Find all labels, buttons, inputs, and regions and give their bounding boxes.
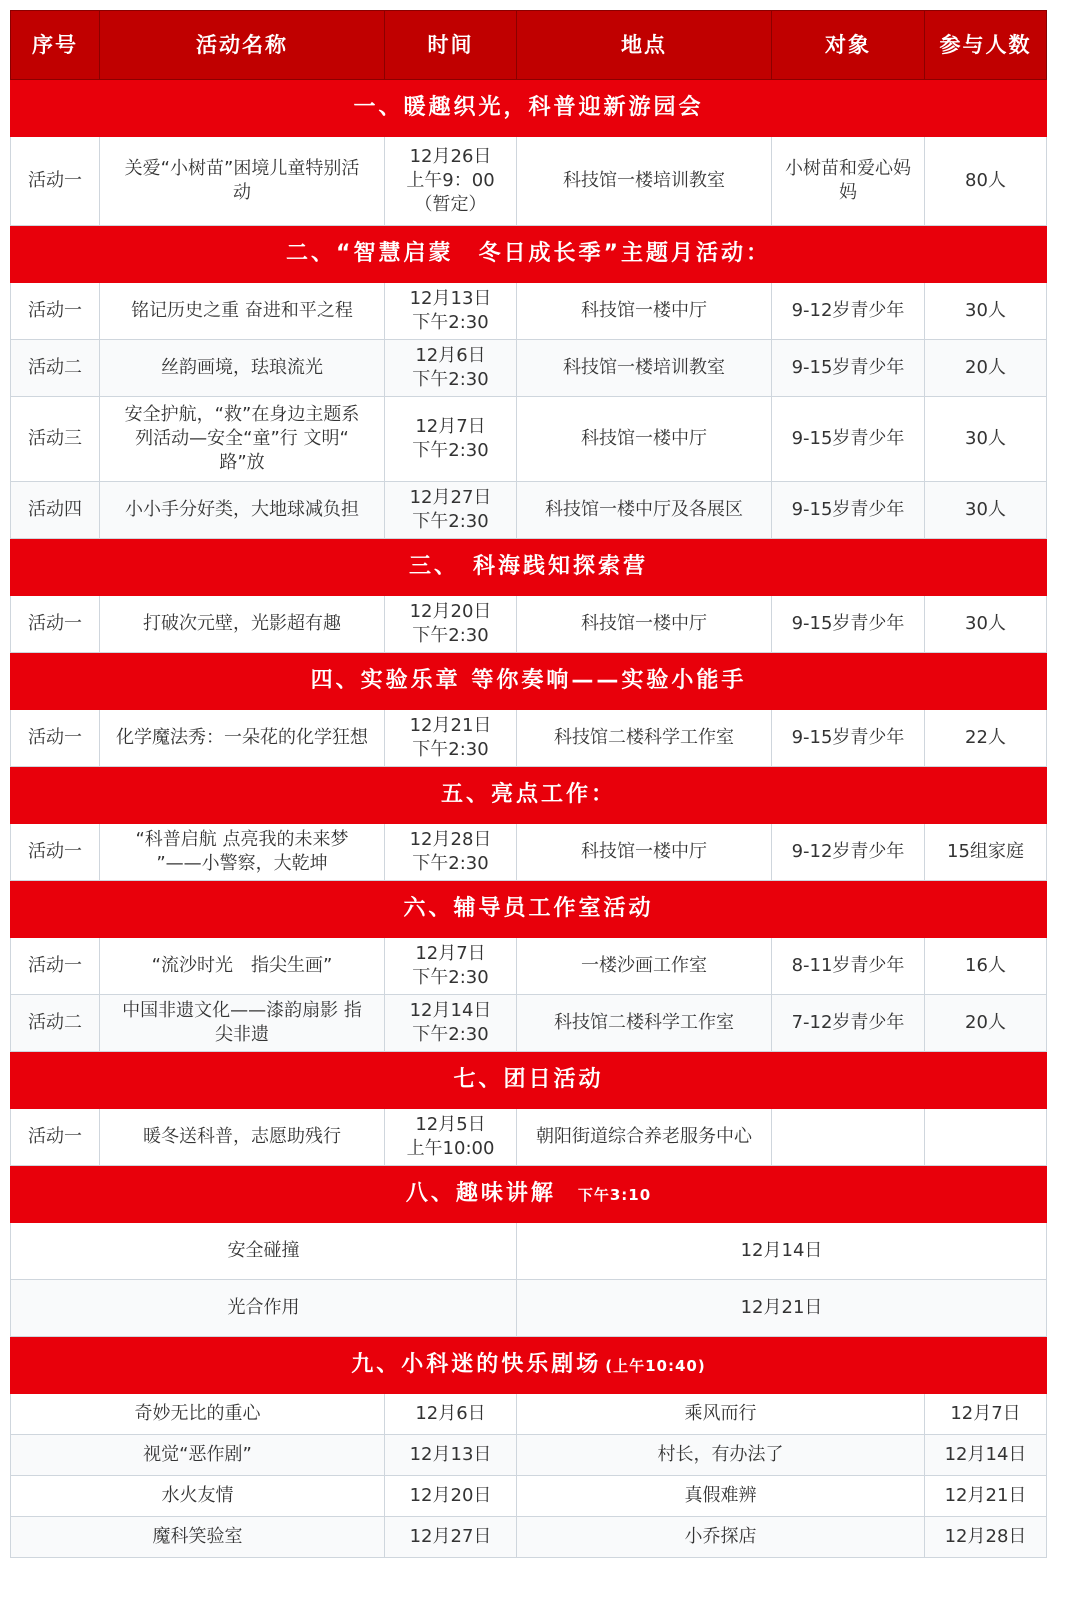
cell-target: 小树苗和爱心妈 妈 (772, 137, 925, 226)
cell-target (772, 1109, 925, 1166)
section-8-note: 下午3:10 (577, 1185, 652, 1204)
cell-time: 12月27日 下午2:30 (385, 482, 517, 539)
header-place: 地点 (517, 11, 772, 80)
cell-target: 9-15岁青少年 (772, 710, 925, 767)
cell-target: 9-12岁青少年 (772, 824, 925, 881)
cell-time: 12月6日 下午2:30 (385, 340, 517, 397)
cell-show-a: 水火友情 (11, 1476, 385, 1517)
table-row (11, 995, 1047, 1052)
cell-date-b: 12月14日 (925, 1435, 1047, 1476)
cell-no: 活动一 (11, 710, 100, 767)
section-9-row (11, 1337, 1047, 1394)
cell-date-a: 12月13日 (385, 1435, 517, 1476)
section-9-title: 九、小科迷的快乐剧场 (351, 1351, 602, 1377)
cell-date: 12月14日 (517, 1223, 1047, 1280)
section-3-row (11, 539, 1047, 596)
cell-no: 活动三 (11, 397, 100, 482)
table-row (11, 824, 1047, 881)
cell-target: 9-15岁青少年 (772, 596, 925, 653)
section-5-row (11, 767, 1047, 824)
section-5-title: 五、亮点工作： (11, 767, 1047, 824)
table-row (11, 1223, 1047, 1280)
cell-count: 20人 (925, 995, 1047, 1052)
section-1-title: 一、暖趣织光，科普迎新游园会 (11, 80, 1047, 137)
cell-name: 丝韵画境，珐琅流光 (100, 340, 385, 397)
cell-time: 12月20日 下午2:30 (385, 596, 517, 653)
section-4-title: 四、实验乐章 等你奏响——实验小能手 (11, 653, 1047, 710)
section-8-title-cell (11, 1166, 1047, 1223)
cell-date-a: 12月20日 (385, 1476, 517, 1517)
cell-date-b: 12月28日 (925, 1517, 1047, 1558)
table-row (11, 340, 1047, 397)
cell-no: 活动一 (11, 283, 100, 340)
table-row (11, 283, 1047, 340)
section-6-title: 六、辅导员工作室活动 (11, 881, 1047, 938)
cell-time: 12月7日 下午2:30 (385, 938, 517, 995)
cell-time: 12月13日 下午2:30 (385, 283, 517, 340)
cell-date-b: 12月7日 (925, 1394, 1047, 1435)
section-9-title-cell (11, 1337, 1047, 1394)
cell-date-a: 12月27日 (385, 1517, 517, 1558)
cell-no: 活动一 (11, 137, 100, 226)
cell-no: 活动一 (11, 596, 100, 653)
table-row (11, 397, 1047, 482)
cell-target: 7-12岁青少年 (772, 995, 925, 1052)
cell-count: 30人 (925, 397, 1047, 482)
cell-date-b: 12月21日 (925, 1476, 1047, 1517)
cell-count: 20人 (925, 340, 1047, 397)
cell-place: 科技馆二楼科学工作室 (517, 710, 772, 767)
section-2-title: 二、“智慧启蒙 冬日成长季”主题月活动： (11, 226, 1047, 283)
cell-name: 暖冬送科普，志愿助残行 (100, 1109, 385, 1166)
cell-place: 科技馆一楼培训教室 (517, 340, 772, 397)
cell-count: 15组家庭 (925, 824, 1047, 881)
cell-place: 科技馆一楼中厅 (517, 596, 772, 653)
schedule-table (10, 10, 1047, 1558)
cell-show-b: 小乔探店 (517, 1517, 925, 1558)
cell-name: “流沙时光 指尖生画” (100, 938, 385, 995)
cell-target: 9-15岁青少年 (772, 482, 925, 539)
table-row (11, 938, 1047, 995)
cell-no: 活动一 (11, 1109, 100, 1166)
section-3-title: 三、 科海践知探索营 (11, 539, 1047, 596)
cell-count: 16人 (925, 938, 1047, 995)
header-activity-name: 活动名称 (100, 11, 385, 80)
cell-name: 安全护航，“救”在身边主题系 列活动—安全“童”行 文明“ 路”放 (100, 397, 385, 482)
section-8-title: 八、趣味讲解 (405, 1180, 556, 1206)
table-row (11, 1435, 1047, 1476)
table-row (11, 1517, 1047, 1558)
cell-time: 12月28日 下午2:30 (385, 824, 517, 881)
cell-count: 30人 (925, 482, 1047, 539)
cell-place: 科技馆一楼中厅 (517, 824, 772, 881)
cell-date: 12月21日 (517, 1280, 1047, 1337)
table-row (11, 1394, 1047, 1435)
header-time: 时间 (385, 11, 517, 80)
cell-time: 12月5日 上午10:00 (385, 1109, 517, 1166)
cell-count: 30人 (925, 283, 1047, 340)
cell-time: 12月21日 下午2:30 (385, 710, 517, 767)
section-4-row (11, 653, 1047, 710)
cell-place: 科技馆一楼培训教室 (517, 137, 772, 226)
section-7-row (11, 1052, 1047, 1109)
cell-place: 科技馆一楼中厅及各展区 (517, 482, 772, 539)
cell-name: 化学魔法秀：一朵花的化学狂想 (100, 710, 385, 767)
cell-no: 活动四 (11, 482, 100, 539)
cell-name: 铭记历史之重 奋进和平之程 (100, 283, 385, 340)
cell-no: 活动二 (11, 995, 100, 1052)
cell-date-a: 12月6日 (385, 1394, 517, 1435)
cell-target: 8-11岁青少年 (772, 938, 925, 995)
cell-show-b: 真假难辨 (517, 1476, 925, 1517)
cell-place: 科技馆一楼中厅 (517, 283, 772, 340)
cell-target: 9-15岁青少年 (772, 397, 925, 482)
table-row (11, 596, 1047, 653)
cell-place: 科技馆一楼中厅 (517, 397, 772, 482)
cell-time: 12月26日 上午9：00 （暂定） (385, 137, 517, 226)
cell-name: “科普启航 点亮我的未来梦 ”——小警察，大乾坤 (100, 824, 385, 881)
cell-place: 一楼沙画工作室 (517, 938, 772, 995)
cell-name: 打破次元壁，光影超有趣 (100, 596, 385, 653)
cell-show-a: 魔科笑验室 (11, 1517, 385, 1558)
activity-schedule (10, 10, 1046, 1558)
cell-no: 活动一 (11, 938, 100, 995)
cell-name: 中国非遗文化——漆韵扇影 指 尖非遗 (100, 995, 385, 1052)
table-row (11, 1109, 1047, 1166)
cell-show-b: 村长，有办法了 (517, 1435, 925, 1476)
cell-show-a: 视觉“恶作剧” (11, 1435, 385, 1476)
cell-count (925, 1109, 1047, 1166)
cell-target: 9-15岁青少年 (772, 340, 925, 397)
table-row (11, 137, 1047, 226)
table-row (11, 1280, 1047, 1337)
section-9-note: (上午10:40) (605, 1356, 706, 1375)
cell-time: 12月14日 下午2:30 (385, 995, 517, 1052)
cell-topic: 安全碰撞 (11, 1223, 517, 1280)
cell-show-a: 奇妙无比的重心 (11, 1394, 385, 1435)
cell-time: 12月7日 下午2:30 (385, 397, 517, 482)
header-no: 序号 (11, 11, 100, 80)
section-1-row (11, 80, 1047, 137)
table-row (11, 482, 1047, 539)
table-row (11, 710, 1047, 767)
section-7-title: 七、团日活动 (11, 1052, 1047, 1109)
cell-name: 关爱“小树苗”困境儿童特别活 动 (100, 137, 385, 226)
cell-count: 80人 (925, 137, 1047, 226)
cell-count: 30人 (925, 596, 1047, 653)
cell-count: 22人 (925, 710, 1047, 767)
header-count: 参与人数 (925, 11, 1047, 80)
cell-target: 9-12岁青少年 (772, 283, 925, 340)
cell-place: 朝阳街道综合养老服务中心 (517, 1109, 772, 1166)
table-row (11, 1476, 1047, 1517)
header-row (11, 11, 1047, 80)
section-8-row (11, 1166, 1047, 1223)
cell-no: 活动二 (11, 340, 100, 397)
cell-place: 科技馆二楼科学工作室 (517, 995, 772, 1052)
cell-no: 活动一 (11, 824, 100, 881)
cell-topic: 光合作用 (11, 1280, 517, 1337)
section-2-row (11, 226, 1047, 283)
cell-show-b: 乘风而行 (517, 1394, 925, 1435)
header-target: 对象 (772, 11, 925, 80)
cell-name: 小小手分好类，大地球减负担 (100, 482, 385, 539)
section-6-row (11, 881, 1047, 938)
